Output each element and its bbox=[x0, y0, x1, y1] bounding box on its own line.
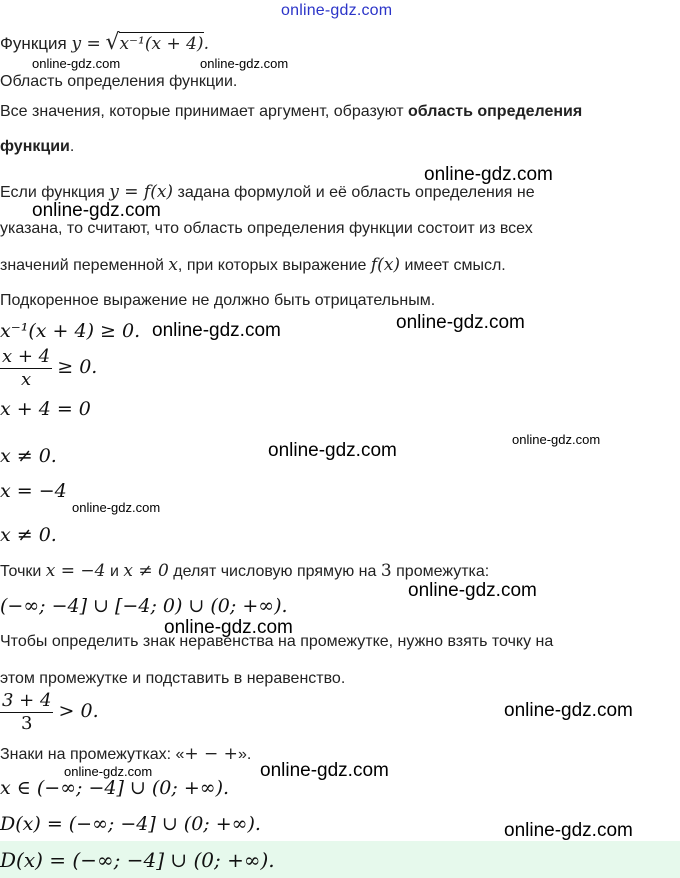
points-text-c: делят числовую прямую на bbox=[168, 563, 381, 580]
points-math-2: x ≠ 0 bbox=[123, 561, 169, 581]
fraction-x-plus-4-over-x bbox=[0, 346, 52, 391]
domain-result: D(x) = (−∞; −4] ∪ (0; +∞). bbox=[0, 813, 261, 835]
solution-set: x ∈ (−∞; −4] ∪ (0; +∞). bbox=[0, 777, 230, 799]
points-math-1: x = −4 bbox=[45, 561, 106, 581]
root-value: x = −4 bbox=[0, 480, 67, 502]
watermark: online-gdz.com bbox=[32, 56, 121, 71]
test-inequality bbox=[0, 690, 99, 735]
definition-bold-1: область определения bbox=[408, 103, 583, 120]
function-end: . bbox=[203, 34, 209, 54]
rule-expr-1: y = f(x) bbox=[109, 182, 174, 202]
watermark-top: online-gdz.com bbox=[281, 2, 393, 19]
definition-line-2 bbox=[0, 137, 74, 157]
watermark: online-gdz.com bbox=[512, 432, 601, 447]
denominator-condition-2: x ≠ 0. bbox=[0, 524, 57, 546]
points-text-a: Точки bbox=[0, 563, 46, 580]
points-math-3: 3 bbox=[380, 561, 392, 581]
signs-line bbox=[0, 744, 251, 765]
rule-text-3c: имеет смысл. bbox=[400, 257, 506, 274]
rule-var-x: x bbox=[168, 255, 178, 275]
watermark: online-gdz.com bbox=[72, 500, 161, 515]
test-numerator: 3 + 4 bbox=[2, 690, 52, 711]
signs-text-b: ». bbox=[237, 746, 252, 763]
watermark: online-gdz.com bbox=[200, 56, 289, 71]
watermark: online-gdz.com bbox=[504, 820, 633, 841]
definition-text: Все значения, которые принимает аргумент, образуют bbox=[0, 103, 409, 120]
watermark: online-gdz.com bbox=[504, 700, 633, 721]
intervals: (−∞; −4] ∪ [−4; 0) ∪ (0; +∞). bbox=[0, 595, 288, 617]
inequality-2-rest: ≥ 0. bbox=[57, 356, 98, 378]
rule-expr-f: f(x) bbox=[370, 255, 401, 275]
rule-text-3b: , при которых выражение bbox=[177, 257, 371, 274]
sign-rule-line-1: Чтобы определить знак неравенства на промежутке, нужно взять точку на bbox=[0, 633, 554, 650]
points-line bbox=[0, 561, 489, 582]
watermark: online-gdz.com bbox=[260, 760, 389, 781]
watermark: online-gdz.com bbox=[408, 580, 537, 601]
watermark: online-gdz.com bbox=[164, 617, 293, 638]
inequality-2 bbox=[0, 346, 97, 391]
sign-rule-line-2: этом промежутке и подставить в неравенство. bbox=[0, 670, 346, 687]
fraction-numerator: x + 4 bbox=[2, 346, 51, 367]
rule-line-2: указана, то считают, что область определения функции состоит из всех bbox=[0, 220, 533, 237]
test-rest: > 0. bbox=[58, 700, 99, 722]
signs-math: + − + bbox=[184, 744, 238, 764]
radicand-rule: Подкоренное выражение не должно быть отрицательным. bbox=[0, 292, 436, 309]
rule-line-3 bbox=[0, 255, 506, 276]
fraction-denominator: x bbox=[20, 369, 32, 390]
points-text-d: промежутка: bbox=[391, 563, 490, 580]
rule-text-1: Если функция bbox=[0, 184, 110, 201]
definition-bold-2: функции bbox=[0, 138, 70, 155]
watermark: online-gdz.com bbox=[152, 320, 281, 341]
rule-text-3a: значений переменной bbox=[0, 257, 169, 274]
watermark: online-gdz.com bbox=[32, 200, 161, 221]
denominator-condition-1: x ≠ 0. bbox=[0, 445, 57, 467]
function-line bbox=[0, 30, 209, 55]
function-radicand: x⁻¹(x + 4) bbox=[119, 34, 204, 54]
watermark: online-gdz.com bbox=[64, 764, 153, 779]
rule-text-2: задана формулой и её область определения не bbox=[173, 184, 535, 201]
points-text-b: и bbox=[105, 563, 124, 580]
definition-end: . bbox=[69, 138, 75, 155]
equation-numerator: x + 4 = 0 bbox=[0, 398, 91, 420]
function-y: y = bbox=[71, 34, 101, 54]
test-denominator: 3 bbox=[20, 713, 33, 734]
watermark: online-gdz.com bbox=[396, 312, 525, 333]
fraction-test bbox=[0, 690, 53, 735]
definition-line-1 bbox=[0, 102, 582, 122]
inequality-1: x⁻¹(x + 4) ≥ 0. bbox=[0, 320, 141, 342]
watermark: online-gdz.com bbox=[268, 440, 397, 461]
domain-heading: Область определения функции. bbox=[0, 73, 238, 90]
domain-answer: D(x) = (−∞; −4] ∪ (0; +∞). bbox=[0, 848, 275, 872]
sqrt-sign-icon: √ bbox=[105, 30, 120, 55]
watermark: online-gdz.com bbox=[424, 164, 553, 185]
signs-text-a: Знаки на промежутках: « bbox=[0, 746, 185, 763]
function-label: Функция bbox=[0, 34, 67, 53]
